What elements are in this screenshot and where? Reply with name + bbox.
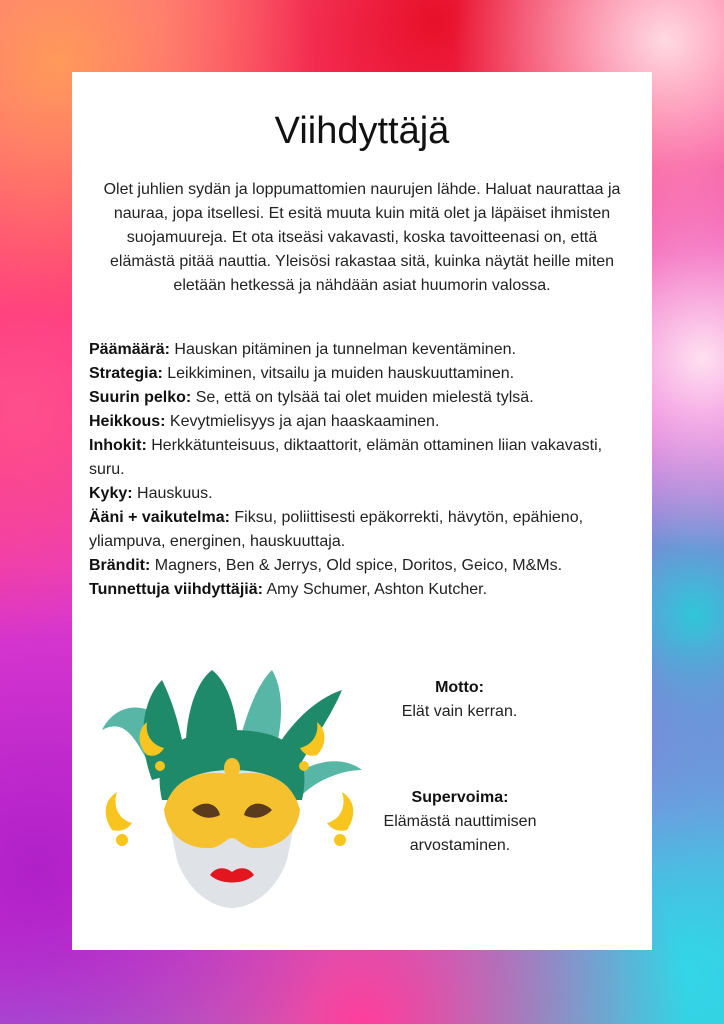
trait-label: Suurin pelko:	[89, 389, 192, 406]
trait-row	[89, 362, 635, 386]
trait-label: Heikkous:	[89, 413, 166, 430]
motto-block	[372, 676, 547, 724]
superpower-label: Supervoima:	[411, 789, 509, 806]
trait-label: Strategia:	[89, 365, 163, 382]
trait-label: Ääni + vaikutelma:	[89, 509, 230, 526]
trait-label: Brändit:	[89, 557, 151, 574]
trait-value: Amy Schumer, Ashton Kutcher.	[266, 581, 488, 598]
superpower-block	[362, 786, 558, 858]
motto-label: Motto:	[435, 679, 484, 696]
trait-label: Inhokit:	[89, 437, 147, 454]
trait-label: Tunnettuja viihdyttäjiä:	[89, 581, 263, 598]
trait-row	[89, 338, 635, 362]
content-card	[72, 72, 652, 950]
trait-row	[89, 482, 635, 506]
trait-value: Hauskan pitäminen ja tunnelman keventäminen.	[174, 341, 516, 358]
superpower-value: Elämästä nauttimisen arvostaminen.	[383, 813, 537, 854]
motto-value: Elät vain kerran.	[401, 703, 518, 720]
trait-value: Fiksu, poliittisesti epäkorrekti, hävytön, epähieno, yliampuva, energinen, hauskuuttaja.	[89, 509, 584, 550]
jester-mask-icon	[92, 660, 372, 910]
trait-row	[89, 578, 635, 602]
intro-text: Olet juhlien sydän ja loppumattomien naurujen lähde. Haluat naurattaa ja nauraa, jopa itsellesi. Et esitä muuta kuin mitä olet ja läpäiset ihmisten suojamuureja. Et ota itseäsi vakavasti, koska tavoitteenasi on, että elämästä pitää nauttia. Yleisösi rakastaa sitä, kuinka näytät heille miten eletään hetkessä ja nähdään asiat huumorin valossa.	[103, 181, 621, 294]
trait-list	[89, 338, 635, 602]
trait-row	[89, 386, 635, 410]
trait-value: Leikkiminen, vitsailu ja muiden hauskuuttaminen.	[167, 365, 515, 382]
page-title: Viihdyttäjä	[274, 110, 450, 152]
trait-value: Se, että on tylsää tai olet muiden mielestä tylsä.	[195, 389, 534, 406]
trait-row	[89, 506, 635, 554]
trait-value: Kevytmielisyys ja ajan haaskaaminen.	[169, 413, 440, 430]
trait-row	[89, 410, 635, 434]
trait-label: Kyky:	[89, 485, 133, 502]
trait-value: Herkkätunteisuus, diktaattorit, elämän ottaminen liian vakavasti, suru.	[89, 437, 603, 478]
trait-row	[89, 434, 635, 482]
trait-row	[89, 554, 635, 578]
trait-value: Magners, Ben & Jerrys, Old spice, Doritos, Geico, M&Ms.	[154, 557, 563, 574]
trait-value: Hauskuus.	[137, 485, 213, 502]
trait-label: Päämäärä:	[89, 341, 170, 358]
